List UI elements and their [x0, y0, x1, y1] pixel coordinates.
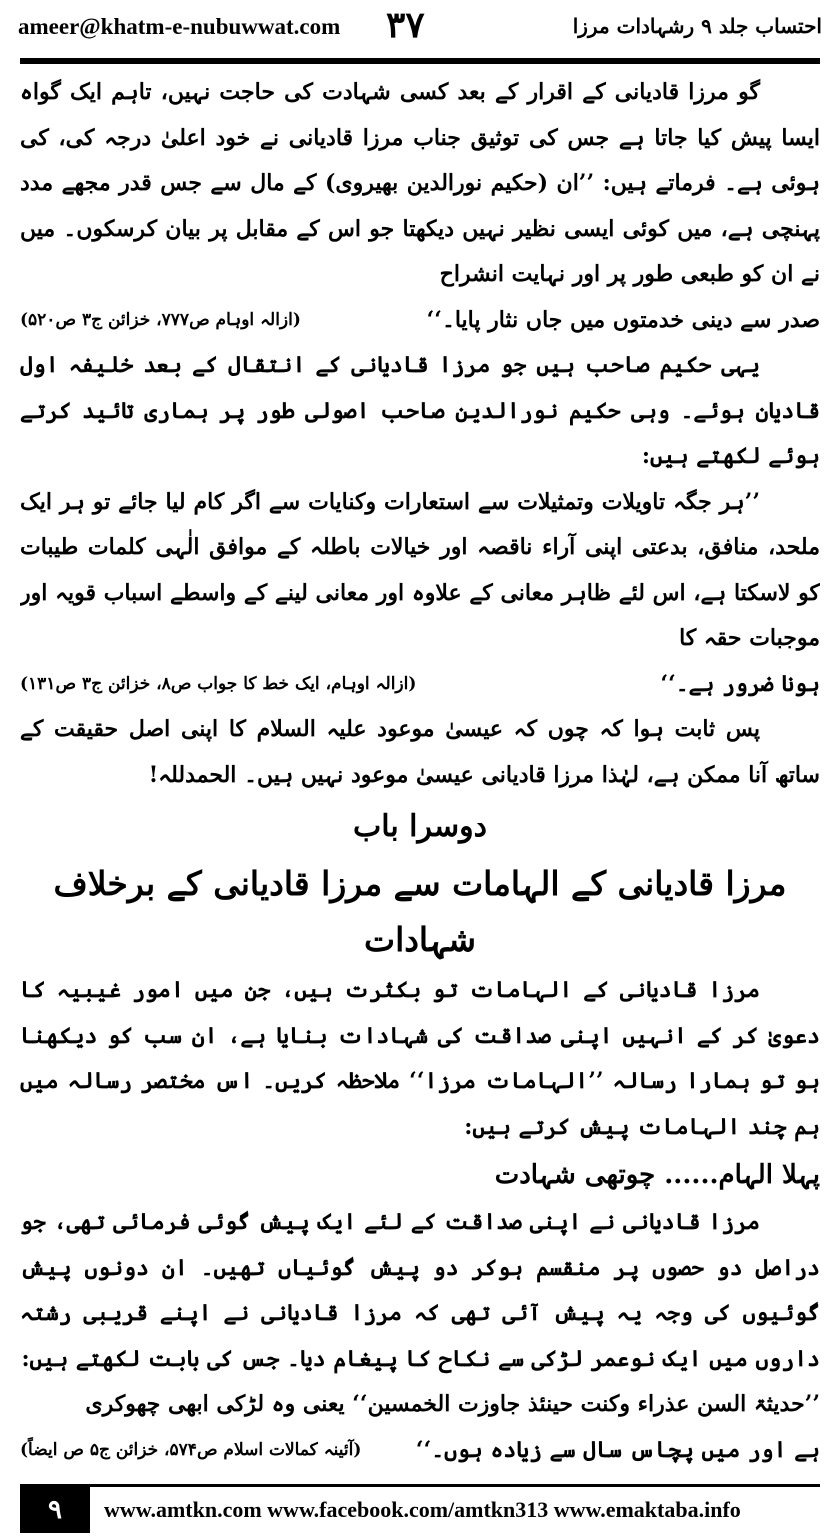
section-subheading: پہلا الہام...... چوتھی شہادت	[494, 1160, 820, 1190]
paragraph-4: پس ثابت ہوا کہ چوں کہ عیسیٰ موعود علیہ السلام کا اپنی اصل حقیقت کے ساتھ آنا ممکن ہے، لہٰذا مرزا قادیانی عیسیٰ موعود نہیں ہیں۔ الحمدللہ!	[20, 716, 820, 788]
email-address: ameer@khatm-e-nubuwwat.com	[18, 14, 341, 39]
page-header	[0, 0, 840, 62]
footer-rule	[20, 1484, 820, 1487]
paragraph-7	[20, 1382, 820, 1428]
arabic-quote: ’’حدیثۃ السن عذراء وکنت حینئذ جاوزت الخمسین‘‘	[352, 1391, 820, 1417]
footer-page-number: ۹	[20, 1487, 90, 1533]
paragraph-7-rest: یعنی وہ لڑکی ابھی چھوکری	[85, 1391, 345, 1417]
citation-2: (ازالہ اوہام، ایک خط کا جواب ص۸، خزائن ج۳ ص۱۳۱)	[20, 673, 417, 694]
paragraph-5: مرزا قادیانی کے الہامات تو بکثرت ہیں، جن میں امور غیبیہ کا دعویٰ کر کے انہیں اپنی صداقت کی شہادات بنایا ہے، ان سب کو دیکھنا ہو تو ہمارا رسالہ ’’الہامات مرزا‘‘ ملاحظہ کریں۔ اس مختصر رسالہ میں ہم چند الہامات پیش کرتے ہیں:	[20, 977, 820, 1140]
citation-1: (ازالہ اوہام ص۷۷۷، خزائن ج۳ ص۵۲۰)	[20, 309, 301, 330]
paragraph-3-end: ہونا ضرور ہے۔‘‘	[660, 670, 820, 697]
footer-links: www.amtkn.com www.facebook.com/amtkn313 www.emaktaba.info	[104, 1497, 741, 1522]
citation-line-3	[20, 1428, 820, 1471]
page-body	[20, 70, 820, 1470]
header-rule	[20, 58, 820, 64]
citation-line-2	[20, 662, 820, 708]
paragraph-1-end: صدر سے دینی خدمتوں میں جاں نثار پایا۔‘‘	[426, 306, 820, 333]
paragraph-1: گو مرزا قادیانی کے اقرار کے بعد کسی شہادت کی حاجت نہیں، تاہم ایک گواہ ایسا پیش کیا جاتا ہے جس کی توثیق جناب مرزا قادیانی نے خود اعلیٰ درجہ کی، کی ہوئی ہے۔ فرماتے ہیں: ’’ان (حکیم نورالدین بھیروی) کے مال سے جس قدر مجھے مدد پہنچی ہے، میں کوئی ایسی نظیر نہیں دیکھتا جو اس کے مقابل پر بیان کرسکوں۔ میں نے ان کو طبعی طور پر اور نہایت انشراح	[20, 79, 820, 287]
paragraph-7-end: ہے اور میں پچاس سال سے زیادہ ہوں۔‘‘	[415, 1436, 820, 1463]
running-title: احتساب جلد ۹ رشہادات مرزا	[572, 14, 822, 38]
chapter-title: مرزا قادیانی کے الہامات سے مرزا قادیانی کے برخلاف شہادات	[53, 864, 787, 959]
citation-line-1	[20, 298, 820, 344]
paragraph-3: ’’ہر جگہ تاویلات وتمثیلات سے استعارات وکنایات سے اگر کام لیا جائے تو ہر ایک ملحد، منافق، بدعتی اپنی آراء ناقصہ اور خیالات باطلہ کے موافق الٰہی کلمات طیبات کو لاسکتا ہے، اس لئے ظاہر معانی کے علاوہ اور معانی لینے کے واسطے اسباب قویہ اور موجبات حقہ کا	[20, 488, 820, 651]
paragraph-6: مرزا قادیانی نے اپنی صداقت کے لئے ایک پیش گوئی فرمائی تھی، جو دراصل دو حصوں پر منقسم ہوکر دو پیش گوئیاں تھیں۔ ان دونوں پیش گوئیوں کی وجہ یہ پیش آئی تھی کہ مرزا قادیانی نے اپنے قریبی رشتہ داروں میں ایک نوعمر لڑکی سے نکاح کا پیغام دیا۔ جس کی بابت لکھتے ہیں:	[20, 1209, 820, 1372]
chapter-heading: دوسرا باب	[352, 809, 488, 844]
citation-3: (آئینہ کمالات اسلام ص۵۷۴، خزائن ج۵ ص ایضاً)	[20, 1439, 362, 1460]
page-number: ۳۷	[386, 4, 425, 46]
paragraph-2: یہی حکیم صاحب ہیں جو مرزا قادیانی کے انتقال کے بعد خلیفہ اول قادیان ہوئے۔ وہی حکیم نورالدین صاحب اصولی طور پر ہماری تائید کرتے ہوئے لکھتے ہیں:	[20, 352, 820, 469]
